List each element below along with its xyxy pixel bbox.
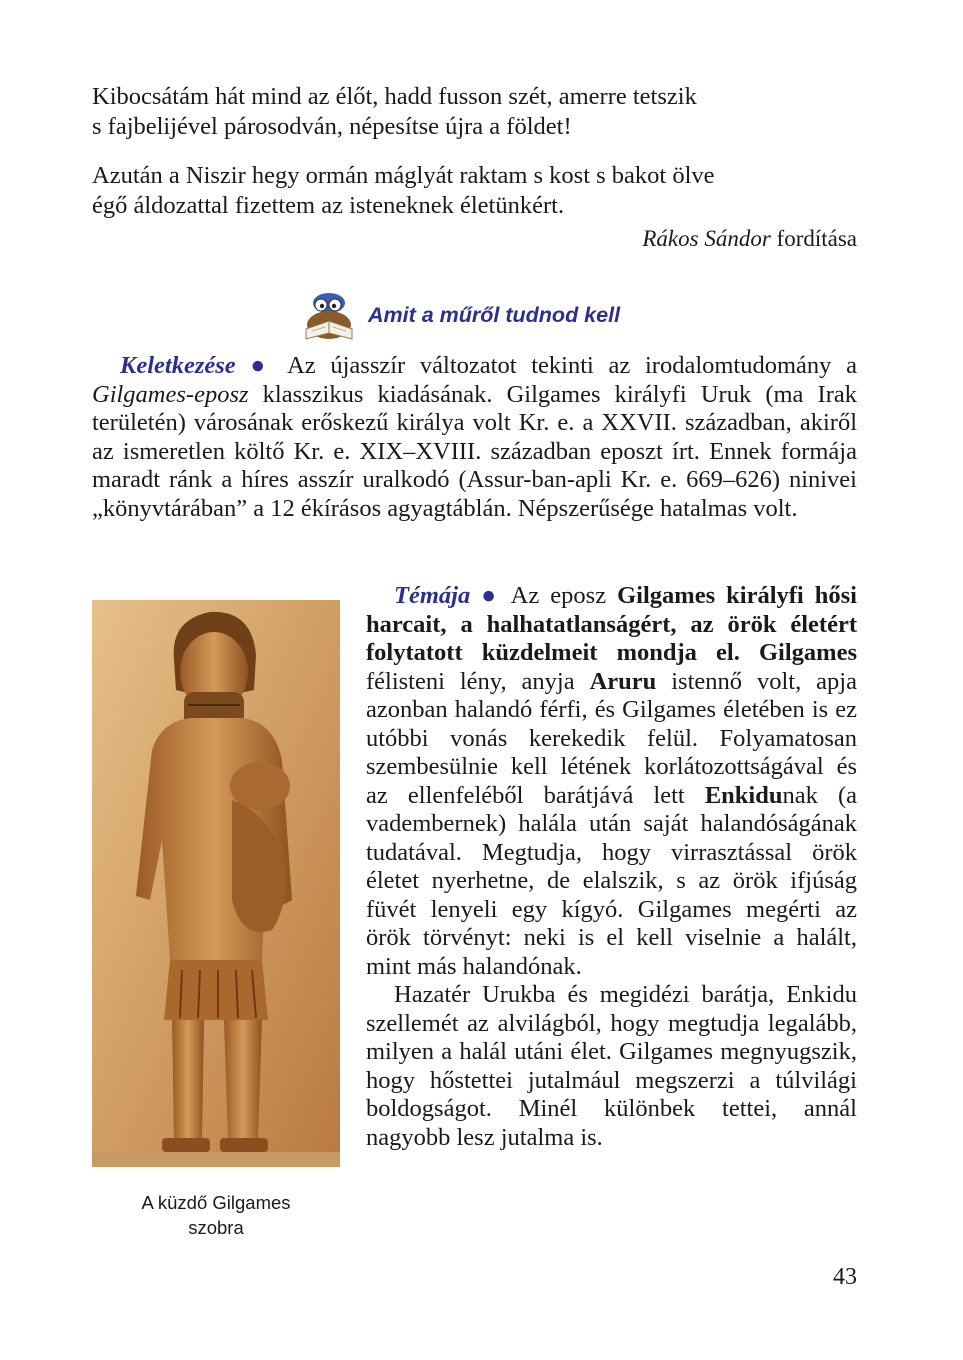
origin-paragraph [92,352,857,523]
theme-bold: Gilgames királyfi hősi harcait, a halhatatlanságért, az örök életért folytatott küzdelmeit mondja el. [366,582,857,666]
theme-lead: Témája [394,582,471,609]
translator-name: Rákos Sándor [642,226,771,251]
translator-credit [642,226,857,252]
theme-bold: Aruru [589,667,657,695]
bullet-icon: ● [250,352,274,379]
origin-text: Az újasszír változatot tekinti az irodalomtudomány a [273,352,857,379]
image-caption [92,1190,340,1240]
theme-bold: Enkidu [704,781,783,809]
verse-stanza-2 [92,161,857,221]
caption-line: A küzdő Gilgames [141,1192,291,1213]
statue-relief-illustration [92,600,340,1167]
section-header [298,284,620,346]
verse-line: égő áldozattal fizettem az isteneknek életünkért. [92,192,565,219]
verse-line: Azután a Niszir hegy ormán máglyát raktam s kost s bakot ölve [92,162,715,189]
reading-owl-mascot-icon [298,285,360,345]
verse-line: s fajbelijével párosodván, népesítse újra a földet! [92,113,572,140]
theme-paragraph [366,582,857,981]
theme-text [740,639,759,666]
theme-text: Az eposz [500,582,618,609]
theme-paragraph-2: Hazatér Urukba és megidézi barátja, Enkidu szellemét az alvilágból, hogy megtudja legalább, milyen a halál utáni élet. Gilgames megnyugszik, hogy hőstettei jutalmául megszerzi a túlvilági boldogságot. Minél különbek tettei, annál nagyobb lesz jutalma is. [366,981,857,1151]
theme-text: félisteni lény, anyja [366,667,590,695]
theme-column [366,582,857,1152]
theme-bold: Gilgames [759,639,857,666]
verse-stanza-1 [92,82,857,142]
origin-text: klasszikus kiadásának. Gilgames királyfi Uruk (ma Irak területén) városának erőskezű királya volt Kr. e. a XXVII. században, akiről az ismeretlen költő Kr. e. XIX–XVIII. században eposzt írt. Ennek formája maradt ránk a híres asszír uralkodó (Assur-ban-apli Kr. e. 669–626) ninivei „könyvtárában” a 12 ékírásos agyagtáblán. Népszerűsége hatalmas volt. [92,380,857,522]
epic-title: Gilgames-eposz [92,380,249,408]
gilgamesh-statue-image [92,600,340,1167]
origin-lead: Keletkezése [120,352,236,379]
page-number: 43 [833,1264,857,1290]
theme-text: istennő volt, apja azonban halandó férfi, és Gilgames életében is ez utóbbi vonás kerekedik felül. Folyamatosan szembesülnie kell létének korlátozottságával és az ellenfeléből barátjává lett [366,667,857,809]
caption-line: szobra [188,1217,244,1238]
bullet-icon: ● [481,582,501,609]
translation-word: fordítása [776,226,857,251]
verse-line: Kibocsátám hát mind az élőt, hadd fusson szét, amerre tetszik [92,83,697,110]
section-title: Amit a műről tudnod kell [368,302,621,327]
theme-text: nak (a vadembernek) halála után saját halandóságának tudatával. Megtudja, hogy virrasztással örök életet nyerhetne, de elalszik, s az örök ifjúság füvét lenyeli egy kígyó. Gilgames megérti az örök törvényt: neki is el kell viselnie a halált, mint más halandónak. [366,781,857,980]
